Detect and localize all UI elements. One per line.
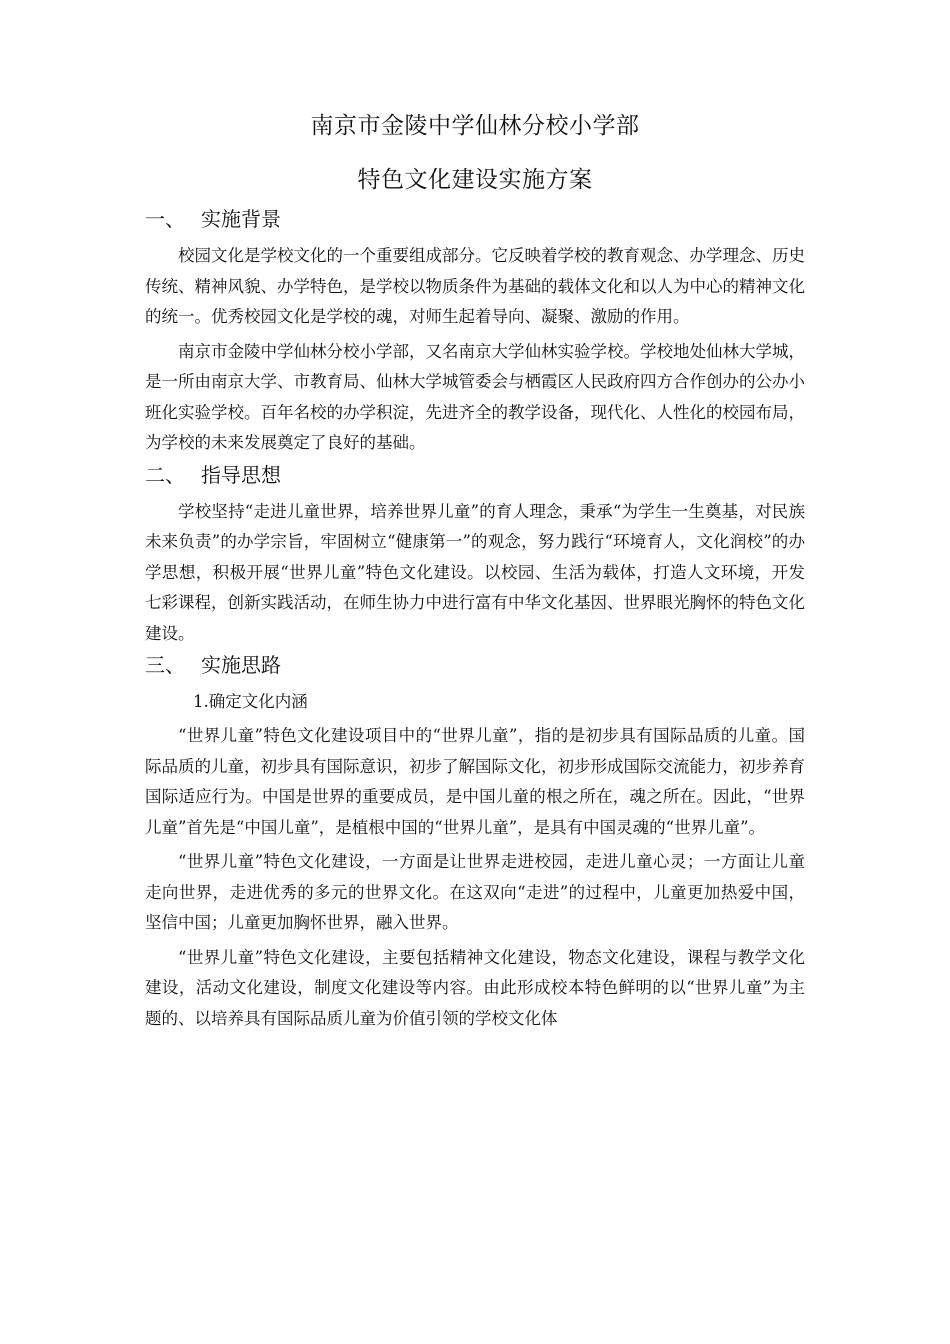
paragraph: 南京市金陵中学仙林分校小学部，又名南京大学仙林实验学校。学校地处仙林大学城，是一所由南京大学、市教育局、仙林大学城管委会与栖霞区人民政府四方合作创办的公办小班化实验学校。百年名校的办学积淀，先进齐全的教学设备，现代化、人性化的校园布局，为学校的未来发展奠定了良好的基础。 bbox=[145, 341, 805, 452]
document-title-line2: 特色文化建设实施方案 bbox=[357, 167, 593, 193]
paragraph: 学校坚持“走进儿童世界，培养世界儿童”的育人理念，秉承“为学生一生奠基，对民族未来负责”的办学宗旨，牢固树立“健康第一”的观念，努力践行“环境育人，文化润校”的办学思想，积极开展“世界儿童”特色文化建设。以校园、生活为载体，打造人文环境，开发七彩课程，创新实践活动，在师生协力中进行富有中华文化基因、世界眼光胸怀的特色文化建设。 bbox=[145, 501, 805, 643]
paragraph: “世界儿童”特色文化建设，一方面是让世界走进校园，走进儿童心灵；一方面让儿童走向世界，走进优秀的多元的世界文化。在这双向“走进”的过程中，儿童更加热爱中国，坚信中国；儿童更加胸怀世界，融入世界。 bbox=[145, 852, 805, 932]
document-body bbox=[145, 112, 805, 1034]
section-background bbox=[145, 203, 805, 459]
section-guiding-ideology bbox=[145, 459, 805, 650]
section-number: 二、 bbox=[145, 462, 185, 487]
section-heading bbox=[145, 459, 805, 491]
paragraph: “世界儿童”特色文化建设，主要包括精神文化建设，物态文化建设，课程与教学文化建设，活动文化建设，制度文化建设等内容。由此形成校本特色鲜明的以“世界儿童”为主题的、以培养具有国际品质儿童为价值引领的学校文化体 bbox=[145, 947, 805, 1028]
section-title: 实施思路 bbox=[201, 653, 281, 677]
document-title-line1: 南京市金陵中学仙林分校小学部 bbox=[310, 113, 640, 139]
section-title: 实施背景 bbox=[201, 207, 281, 231]
section-heading bbox=[145, 203, 805, 235]
subsection-heading: 1.确定文化内涵 bbox=[193, 692, 308, 711]
section-number: 一、 bbox=[145, 207, 185, 231]
section-heading bbox=[145, 649, 805, 681]
paragraph: “世界儿童”特色文化建设项目中的“世界儿童”，指的是初步具有国际品质的儿童。国际品质的儿童，初步具有国际意识，初步了解国际文化，初步形成国际交流能力，初步养育国际适应行为。中国是世界的重要成员，是中国儿童的根之所在，魂之所在。因此，“世界儿童”首先是“中国儿童”，是植根中国的“世界儿童”，是具有中国灵魂的“世界儿童”。 bbox=[145, 726, 805, 837]
section-title: 指导思想 bbox=[201, 462, 281, 487]
section-number: 三、 bbox=[145, 653, 185, 677]
section-implementation-plan bbox=[145, 649, 805, 1034]
paragraph: 校园文化是学校文化的一个重要组成部分。它反映着学校的教育观念、办学理念、历史传统、精神风貌、办学特色，是学校以物质条件为基础的载体文化和以人为中心的精神文化的统一。优秀校园文化是学校的魂，对师生起着导向、凝聚、激励的作用。 bbox=[145, 246, 805, 326]
